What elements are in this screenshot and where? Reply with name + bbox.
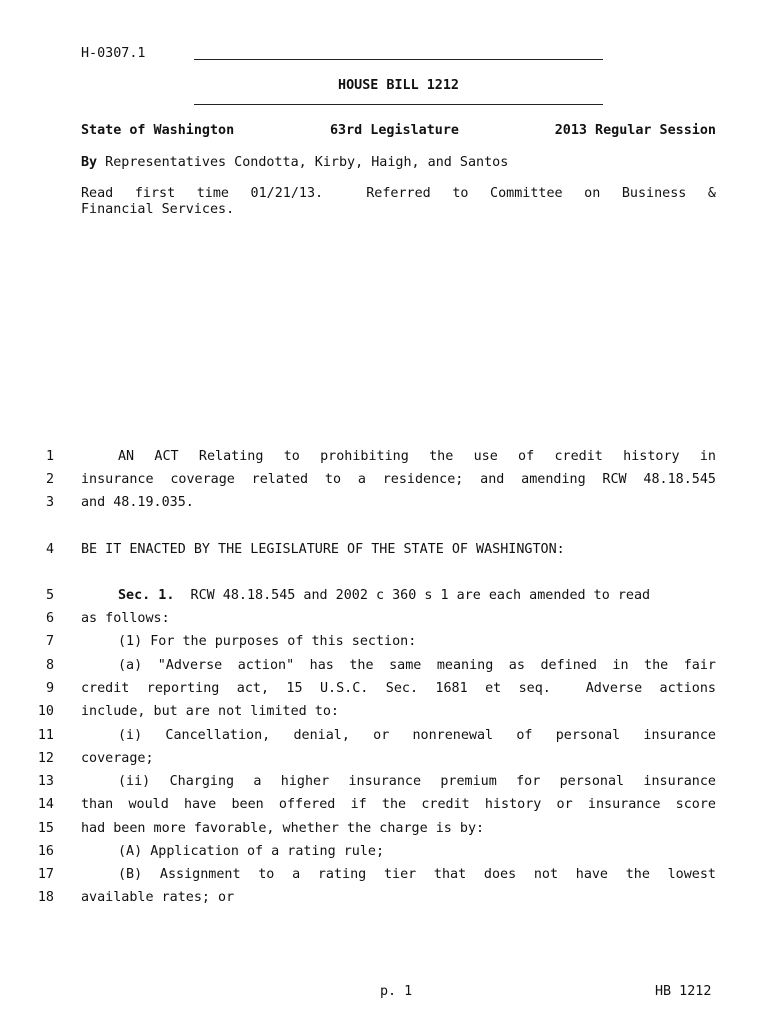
body-line: credit reporting act, 15 U.S.C. Sec. 1681 et seq. Adverse actions xyxy=(81,681,716,696)
by-label: By xyxy=(81,155,98,170)
enacting-clause: BE IT ENACTED BY THE LEGISLATURE OF THE STATE OF WASHINGTON: xyxy=(81,542,565,557)
line-number: 14 xyxy=(37,797,54,812)
session-header xyxy=(81,123,716,138)
body-line: (1) For the purposes of this section: xyxy=(118,634,417,649)
body-line: (i) Cancellation, denial, or nonrenewal of personal insurance xyxy=(118,728,716,743)
document-id: H-0307.1 xyxy=(81,46,146,61)
line-number: 8 xyxy=(45,658,54,673)
footer-bill-id: HB 1212 xyxy=(655,984,712,999)
line-number: 17 xyxy=(37,867,54,882)
body-line: (A) Application of a rating rule; xyxy=(118,844,385,859)
body-line: coverage; xyxy=(81,751,154,766)
body-line: (a) "Adverse action" has the same meaning as defined in the fair xyxy=(118,658,716,673)
read-first-line-cont: Financial Services. xyxy=(81,202,235,217)
header-rule-top xyxy=(194,59,603,60)
line-number: 15 xyxy=(37,821,54,836)
legislature-label: 63rd Legislature xyxy=(329,123,459,138)
body-line: (B) Assignment to a rating tier that does not have the lowest xyxy=(118,867,716,882)
body-line: include, but are not limited to: xyxy=(81,704,339,719)
body-line: (ii) Charging a higher insurance premium for personal insurance xyxy=(118,774,716,789)
body-line: than would have been offered if the credit history or insurance score xyxy=(81,797,716,812)
line-number: 18 xyxy=(37,890,54,905)
body-line: had been more favorable, whether the charge is by: xyxy=(81,821,485,836)
line-number: 10 xyxy=(37,704,54,719)
body-line: RCW 48.18.545 and 2002 c 360 s 1 are each amended to read xyxy=(174,588,651,603)
page-number: p. 1 xyxy=(380,984,413,999)
line-number: 2 xyxy=(45,472,54,487)
line-number: 4 xyxy=(45,542,54,557)
line-number: 1 xyxy=(45,449,54,464)
body-line: as follows: xyxy=(81,611,170,626)
body-line: available rates; or xyxy=(81,890,235,905)
line-number: 3 xyxy=(45,495,54,510)
read-first-line: Read first time 01/21/13. Referred to Committee on Business & xyxy=(81,186,716,201)
state-label: State of Washington xyxy=(81,123,235,138)
line-number: 6 xyxy=(45,611,54,626)
body-line: AN ACT Relating to prohibiting the use of credit history in xyxy=(118,449,716,464)
line-number: 9 xyxy=(45,681,54,696)
line-number: 16 xyxy=(37,844,54,859)
line-number: 11 xyxy=(37,728,54,743)
line-number: 13 xyxy=(37,774,54,789)
section-label: Sec. 1. xyxy=(118,588,175,603)
line-number: 7 xyxy=(45,634,54,649)
sponsors: Representatives Condotta, Kirby, Haigh, and Santos xyxy=(97,155,509,170)
sponsors-line xyxy=(81,155,508,170)
line-number: 12 xyxy=(37,751,54,766)
line-number: 5 xyxy=(45,588,54,603)
body-line: insurance coverage related to a residence; and amending RCW 48.18.545 xyxy=(81,472,716,487)
session-label: 2013 Regular Session xyxy=(554,123,716,138)
header-rule-bottom xyxy=(194,104,603,105)
body-line: and 48.19.035. xyxy=(81,495,194,510)
bill-title: HOUSE BILL 1212 xyxy=(338,78,459,93)
section-heading-line xyxy=(118,588,716,603)
